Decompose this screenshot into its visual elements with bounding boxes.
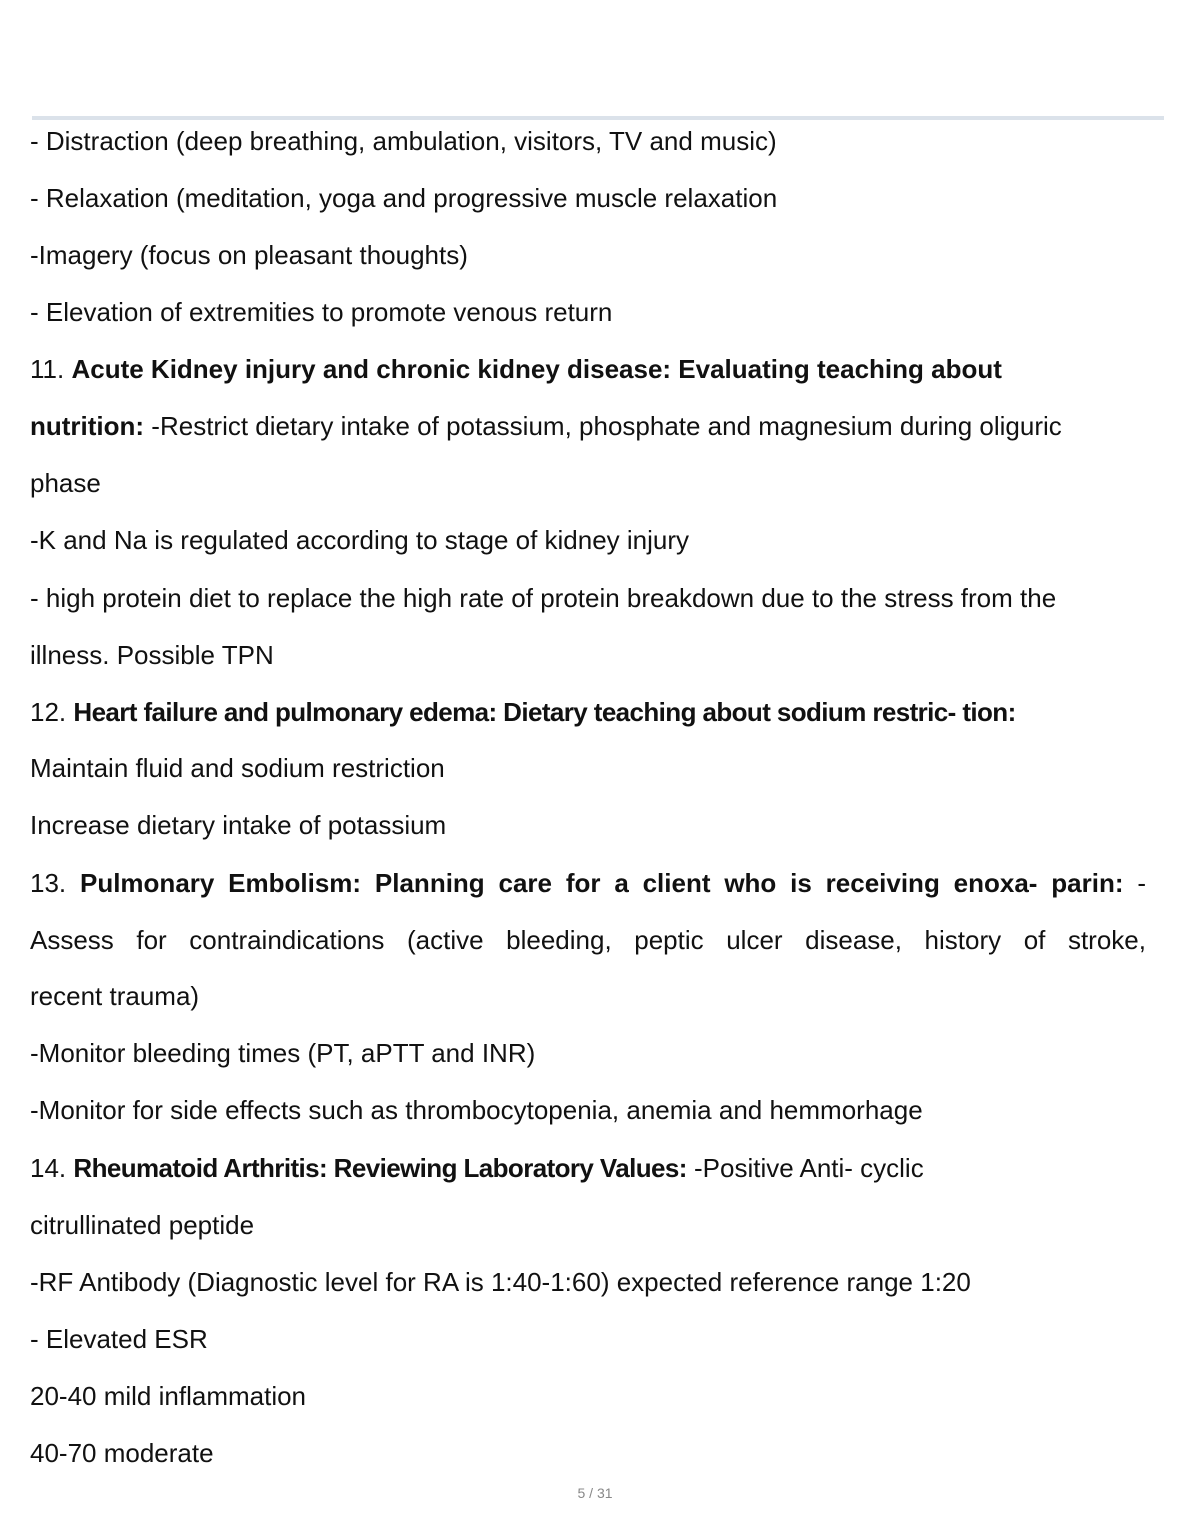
text-line: - Distraction (deep breathing, ambulation, visitors, TV and music) <box>30 126 777 156</box>
text-line: - Relaxation (meditation, yoga and progressive muscle relaxation <box>30 183 778 213</box>
text-line: -Monitor bleeding times (PT, aPTT and INR) <box>30 1038 536 1068</box>
text-line: illness. Possible TPN <box>30 640 274 670</box>
section-text: -Positive Anti- cyclic <box>686 1153 924 1183</box>
text-line: citrullinated peptide <box>30 1210 255 1240</box>
section-number: 12. <box>30 697 67 727</box>
text-line: - high protein diet to replace the high rate of protein breakdown due to the stress from the <box>30 583 1057 613</box>
section-title: Rheumatoid Arthritis: Reviewing Laboratory Values: <box>73 1153 687 1183</box>
header-divider <box>32 116 1164 120</box>
text-line: - Elevation of extremities to promote venous return <box>30 297 613 327</box>
text-line: -Imagery (focus on pleasant thoughts) <box>30 240 468 270</box>
text-line: - Elevated ESR <box>30 1324 208 1354</box>
section-text: - <box>1123 868 1146 898</box>
section-13-heading <box>30 866 1146 900</box>
section-number: 14. <box>30 1153 67 1183</box>
section-title: Pulmonary Embolism: Planning care for a client who is receiving enoxa- parin: <box>79 868 1124 898</box>
text-line: phase <box>30 468 101 498</box>
text-line: -K and Na is regulated according to stage of kidney injury <box>30 525 690 555</box>
text-line: 20-40 mild inflammation <box>30 1381 307 1411</box>
section-title: Heart failure and pulmonary edema: Dietary teaching about sodium restric- tion: <box>73 697 1016 727</box>
text-line: 40-70 moderate <box>30 1438 214 1468</box>
section-number: 11. <box>30 354 65 384</box>
section-14-heading <box>30 1151 1146 1185</box>
section-11-heading <box>30 352 1146 386</box>
text-line: Maintain fluid and sodium restriction <box>30 753 445 783</box>
section-text: -Restrict dietary intake of potassium, phosphate and magnesium during oliguric <box>144 411 1062 441</box>
text-line: Assess for contraindications (active bleeding, peptic ulcer disease, history of stroke, <box>30 925 1146 955</box>
page-number: 5 / 31 <box>577 1485 613 1501</box>
text-line: -RF Antibody (Diagnostic level for RA is 1:40-1:60) expected reference range 1:20 <box>30 1267 971 1297</box>
section-12-heading <box>30 695 1146 729</box>
section-title: Acute Kidney injury and chronic kidney disease: Evaluating teaching about <box>71 354 1002 384</box>
text-line: -Monitor for side effects such as thrombocytopenia, anemia and hemmorhage <box>30 1095 923 1125</box>
section-number: 13. <box>30 868 67 898</box>
section-title-cont: nutrition: <box>30 411 145 441</box>
text-line: recent trauma) <box>30 981 200 1011</box>
text-line <box>30 409 1146 443</box>
text-line: Increase dietary intake of potassium <box>30 810 447 840</box>
